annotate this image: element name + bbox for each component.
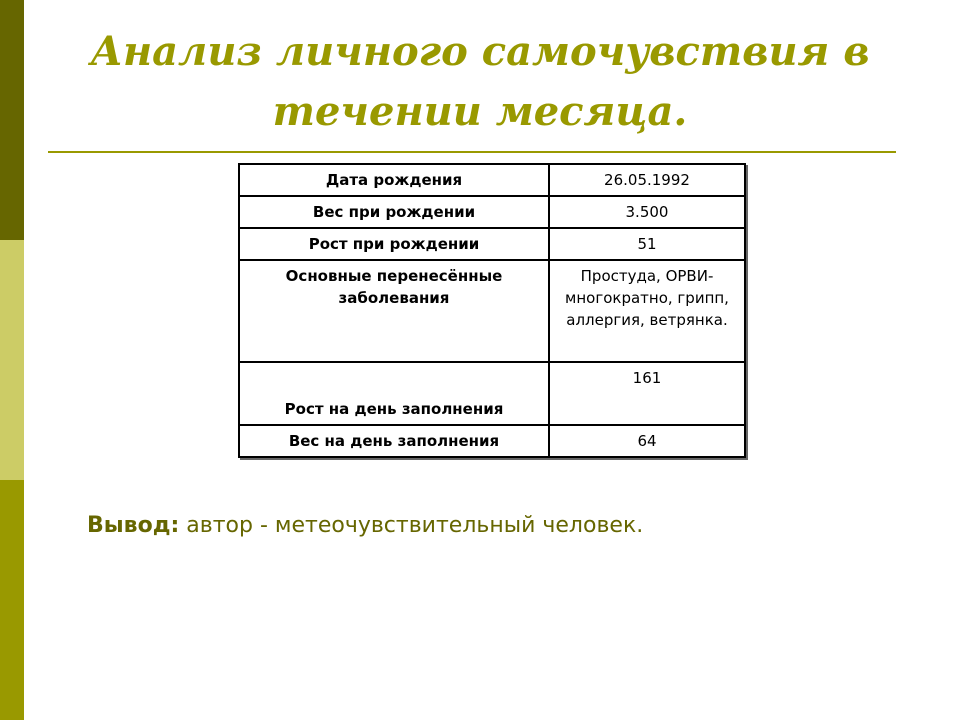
row-value: 26.05.1992 [549, 164, 745, 196]
row-label: Вес при рождении [239, 196, 549, 228]
conclusion [87, 513, 643, 538]
side-bar-top [0, 0, 24, 240]
row-value: 64 [549, 425, 745, 457]
row-label: Дата рождения [239, 164, 549, 196]
conclusion-text: автор - метеочувствительный человек. [186, 513, 644, 538]
row-value: Простуда, ОРВИ-многократно, грипп, аллергия, ветрянка. [549, 260, 745, 362]
table-row [239, 164, 745, 196]
row-label: Основные перенесённые заболевания [239, 260, 549, 362]
row-label: Рост на день заполнения [239, 362, 549, 425]
row-value: 51 [549, 228, 745, 260]
title-divider [48, 151, 896, 153]
row-value: 161 [549, 362, 745, 425]
side-bar-middle [0, 240, 24, 480]
row-label: Вес на день заполнения [239, 425, 549, 457]
table-row [239, 260, 745, 362]
table-row [239, 362, 745, 425]
slide-title: Анализ личного самочувствия в течении месяца. [90, 28, 870, 135]
table-row [239, 228, 745, 260]
table-row [239, 425, 745, 457]
row-value: 3.500 [549, 196, 745, 228]
side-bar-bottom [0, 480, 24, 720]
table-row [239, 196, 745, 228]
personal-info-table [238, 163, 746, 458]
conclusion-label: Вывод: [87, 513, 180, 538]
row-label: Рост при рождении [239, 228, 549, 260]
